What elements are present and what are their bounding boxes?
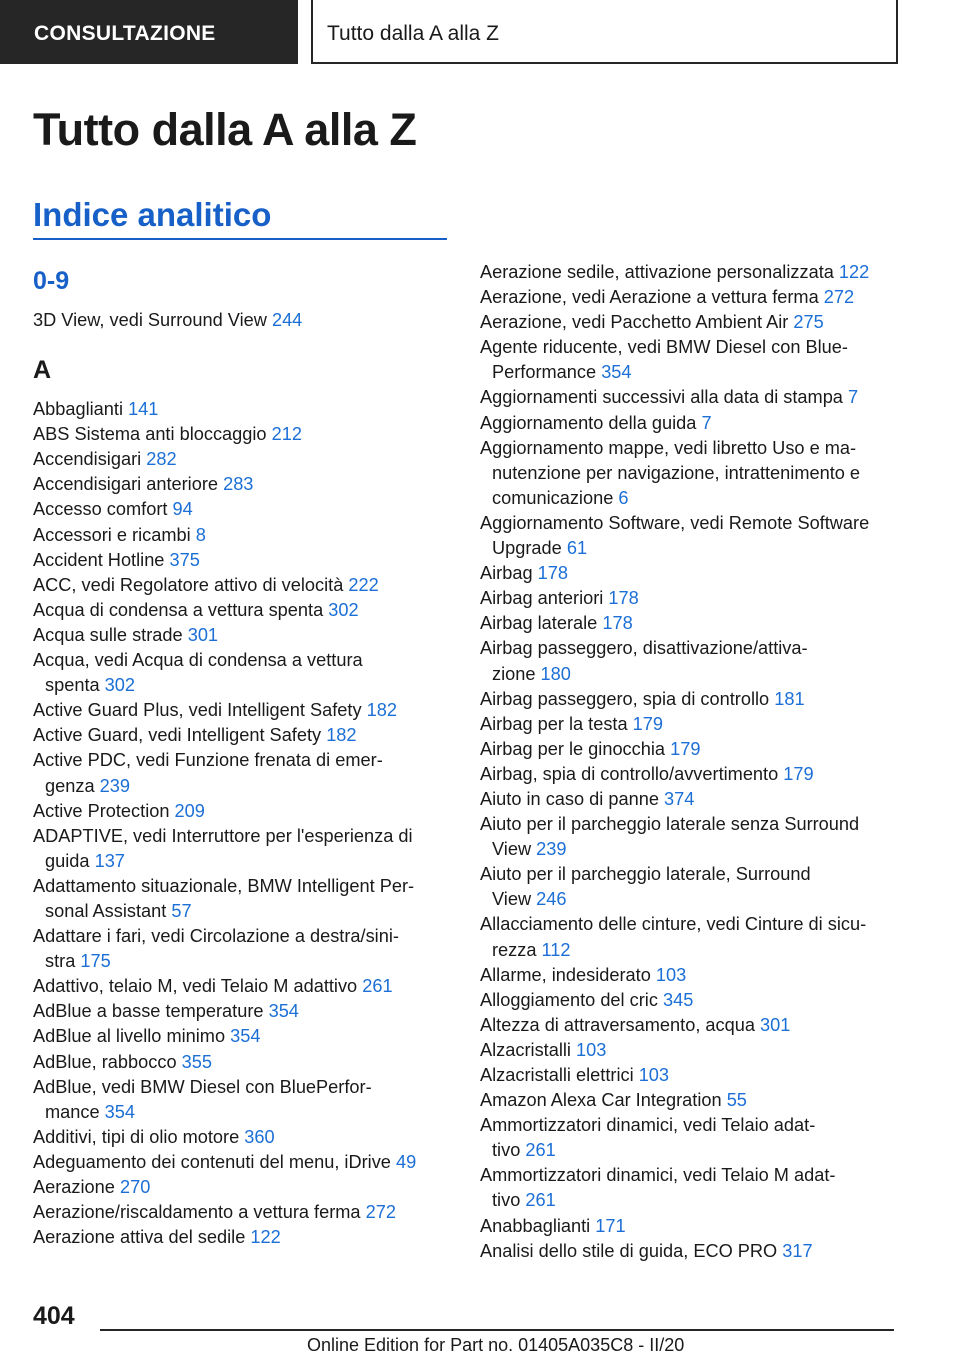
index-entry [33,497,453,522]
page-reference-link[interactable]: 302 [328,599,359,620]
index-entry-label: Analisi dello stile di guida, ECO PRO [480,1240,778,1261]
page-reference-link[interactable]: 180 [540,663,571,684]
header-chapter-label: Tutto dalla A alla Z [327,22,499,45]
index-entry-text [33,1050,453,1075]
index-entry-text [33,1200,453,1225]
page-reference-link[interactable]: 103 [638,1065,670,1085]
index-entry [33,924,453,974]
index-entry-label: Airbag anteriori [480,588,604,609]
page-reference-link[interactable]: 222 [348,574,379,595]
index-entry-text [33,573,453,598]
index-entry-text [33,523,453,548]
page-reference-link[interactable]: 175 [80,951,111,972]
index-entry-continuation [480,536,910,561]
page-reference-link[interactable]: 317 [782,1240,813,1261]
index-entry [33,447,453,472]
index-entry [33,623,453,648]
index-entry [480,1013,910,1038]
index-entry-label: Altezza di attraversamento, acqua [480,1014,755,1035]
index-column-right [480,260,910,1264]
index-entry-label: Agente riducente, vedi BMW Diesel con Blue- [480,337,848,358]
index-entry-label: spenta [45,675,100,696]
index-entry [33,824,453,874]
index-entry-label: rezza [492,939,537,960]
index-entry-text [33,824,453,849]
page-reference-link[interactable]: 272 [365,1202,396,1223]
index-entry [33,698,453,723]
index-entry-text [33,874,453,899]
index-entry-label: Aerazione sedile, attivazione personalizzata [480,262,834,282]
index-entry-label: mance [45,1101,100,1122]
index-entry [480,511,910,561]
index-entry-label: Anabbaglianti [480,1215,591,1236]
index-entry [480,787,910,812]
page-reference-link[interactable]: 261 [525,1190,556,1211]
index-entry-text [480,285,910,310]
index-entry-label: Accident Hotline [33,549,165,570]
page-reference-link[interactable]: 182 [366,700,397,721]
page-reference-link[interactable]: 179 [670,738,701,759]
index-entry-text [480,787,910,812]
index-entry-text [33,447,453,472]
page-reference-link[interactable]: 354 [601,362,632,383]
index-entry-text [480,1063,910,1088]
page-reference-link[interactable]: 103 [655,964,687,985]
index-entry-label: Aggiornamento della guida [480,412,697,433]
index-entry-text [480,1113,910,1138]
page-reference-link[interactable]: 355 [181,1051,212,1072]
index-entry [480,762,910,787]
index-entry-continuation [480,837,910,862]
index-entry-label: AdBlue al livello minimo [33,1026,226,1047]
index-entry [33,1075,453,1125]
index-entry-label: ABS Sistema anti bloccaggio [33,424,267,445]
index-entry-continuation [33,774,453,799]
index-entry [33,648,453,698]
index-entry-label: stra [45,951,76,972]
entries-0-9 [33,308,453,333]
index-entry [33,974,453,999]
page-reference-link[interactable]: 7 [848,387,859,408]
index-entry-label: View [492,839,532,860]
page-reference-link[interactable]: 360 [244,1126,275,1147]
index-entry-text [33,698,453,723]
index-entry-label: ADAPTIVE, vedi Interruttore per l'esperienza di [33,825,413,846]
index-entry-label: Alzacristalli [480,1039,571,1060]
index-entry-text [33,422,453,447]
page-reference-link[interactable]: 354 [230,1026,261,1047]
page-reference-link[interactable]: 182 [326,725,357,746]
page-reference-link[interactable]: 94 [172,499,193,520]
index-entry-continuation [480,360,910,385]
index-entry-text [33,472,453,497]
index-entry-label: tivo [492,1140,521,1161]
index-entry [33,1150,453,1175]
entries-a [33,397,453,1250]
page-reference-link[interactable]: 246 [536,889,567,910]
index-entry-text [480,260,910,285]
index-entry-label: Adattare i fari, vedi Circolazione a destra/sini- [33,926,399,947]
index-entry-text [480,310,910,335]
page-reference-link[interactable]: 209 [174,800,205,821]
index-entry [33,308,453,333]
index-entry-continuation [480,938,910,963]
page-reference-link[interactable]: 103 [576,1039,607,1060]
index-entry [480,712,910,737]
index-entry [33,573,453,598]
index-entry-text [33,723,453,748]
index-entry-label: AdBlue, rabbocco [33,1051,177,1072]
index-entry-continuation [480,1188,910,1213]
index-entry-text [480,411,910,436]
index-entry [33,1024,453,1049]
index-entry-text [480,1038,910,1063]
index-column-left [33,260,453,1250]
page-reference-link[interactable]: 112 [541,939,571,960]
index-entry [480,1239,910,1264]
section-heading-a: A [33,356,52,385]
index-entry-text [480,988,910,1013]
index-entry [480,1214,910,1239]
index-entry-label: Ammortizzatori dinamici, vedi Telaio M adat- [480,1165,836,1186]
index-entry-text [33,1024,453,1049]
page-reference-link[interactable]: 181 [774,688,805,709]
index-entry-label: Airbag per le ginocchia [480,738,666,759]
page-reference-link[interactable]: 212 [271,424,302,445]
index-entry [480,812,910,862]
index-entry-label: Upgrade [492,538,562,559]
index-entry-continuation [33,673,453,698]
index-entry-label: Acqua, vedi Acqua di condensa a vettura [33,650,363,671]
index-entry-label: Airbag [480,563,533,584]
index-entry [480,1163,910,1213]
page-reference-link[interactable]: 141 [128,399,159,420]
index-entry-text [33,623,453,648]
index-entry-label: Airbag passeggero, spia di controllo [480,688,770,709]
page-reference-link[interactable]: 282 [146,449,177,470]
index-entry [480,687,910,712]
index-entry-text [480,712,910,737]
index-entry-text [33,799,453,824]
page-reference-link[interactable]: 8 [195,524,206,545]
index-entry-label: Performance [492,362,597,383]
page-number: 404 [33,1302,75,1330]
index-entry [33,799,453,824]
index-entry-label: zione [492,663,536,684]
index-entry [480,636,910,686]
index-entry-label: Accendisigari anteriore [33,474,219,495]
page-reference-link[interactable]: 270 [119,1177,151,1197]
index-entry-label: Aerazione, vedi Aerazione a vettura ferma [480,287,819,308]
page-reference-link[interactable]: 301 [760,1014,791,1035]
page-reference-link[interactable]: 57 [171,900,192,921]
index-entry [480,285,910,310]
page-reference-link[interactable]: 261 [525,1140,556,1161]
index-entry-continuation [480,662,910,687]
page-reference-link[interactable]: 122 [838,262,870,282]
page-title: Tutto dalla A alla Z [33,104,417,155]
index-entry-text [480,812,910,837]
index-entry-text [480,687,910,712]
index-entry-label: AdBlue, vedi BMW Diesel con BluePerfor- [33,1076,372,1097]
page-reference-link[interactable]: 272 [823,287,855,308]
index-entry-label: Aerazione/riscaldamento a vettura ferma [33,1202,361,1223]
page-reference-link[interactable]: 178 [537,563,568,584]
page-reference-link[interactable]: 61 [566,538,588,559]
index-entry-continuation [33,849,453,874]
index-entry [33,1225,453,1250]
index-entry [480,988,910,1013]
index-entry-text [480,862,910,887]
index-entry-text [33,1075,453,1100]
index-entry [33,422,453,447]
index-entry-label: ACC, vedi Regolatore attivo di velocità [33,574,344,595]
page-reference-link[interactable]: 239 [99,775,130,796]
index-entry-text [33,548,453,573]
index-entry [480,260,910,285]
index-entry-label: Acqua di condensa a vettura spenta [33,599,324,620]
index-entry-continuation [33,1100,453,1125]
index-entry [33,1125,453,1150]
index-entry-label: Adeguamento dei contenuti del menu, iDrive [33,1151,391,1172]
page-reference-link[interactable]: 6 [618,487,629,508]
index-entry-text [480,1239,910,1264]
page-reference-link[interactable]: 178 [602,613,633,634]
page-reference-link[interactable]: 55 [726,1090,747,1111]
page-reference-link[interactable]: 354 [268,1001,299,1022]
index-entry-label: Airbag passeggero, disattivazione/attiva- [480,638,808,659]
page-reference-link[interactable]: 171 [595,1215,626,1236]
index-entry-continuation [480,1138,910,1163]
index-entry [480,862,910,912]
page-reference-link[interactable]: 49 [395,1151,417,1172]
index-entry-text [33,1175,453,1200]
index-entry [33,1175,453,1200]
index-entry-text [480,611,910,636]
page-reference-link[interactable]: 244 [271,310,303,330]
index-entry-continuation [480,887,910,912]
index-entry [480,586,910,611]
index-entry-text [480,385,910,410]
index-entry-text [33,598,453,623]
index-entry-label: Acqua sulle strade [33,624,183,645]
page-reference-link[interactable]: 302 [104,675,136,696]
index-entry-text [33,1225,453,1250]
index-entry [33,1200,453,1225]
index-entry-text [480,737,910,762]
index-entry-text [33,924,453,949]
index-entry [480,436,910,511]
index-entry-label: AdBlue a basse temperature [33,1001,264,1022]
index-entry-continuation [480,461,910,486]
index-entry [33,472,453,497]
index-entry-text [480,1163,910,1188]
index-entry-text [33,748,453,773]
index-entry [480,1088,910,1113]
index-entry-label: Abbaglianti [33,399,123,420]
index-entry-label: Additivi, tipi di olio motore [33,1126,240,1147]
index-entry-text [480,1214,910,1239]
index-entry-label: Accessori e ricambi [33,524,191,545]
index-entry-label: Adattivo, telaio M, vedi Telaio M adattivo [33,976,358,997]
page-reference-link[interactable]: 179 [632,713,664,734]
page-reference-link[interactable]: 275 [793,312,824,333]
page-reference-link[interactable]: 375 [169,549,200,570]
index-entry-label: comunicazione [492,487,614,508]
index-entry-text [480,561,910,586]
index-entry-label: tivo [492,1190,521,1211]
index-entry-text [480,762,910,787]
page-reference-link[interactable]: 301 [187,624,219,645]
index-entry [33,874,453,924]
page-reference-link[interactable]: 179 [783,763,814,784]
index-entry-label: Aggiornamento Software, vedi Remote Software [480,512,870,533]
index-entry-text [33,308,453,333]
index-entry [33,548,453,573]
index-entry [480,963,910,988]
index-entry-text [33,974,453,999]
index-entry-label: sonal Assistant [45,900,167,921]
index-entry-label: Allacciamento delle cinture, vedi Cinture di sicu- [480,914,867,935]
index-entry-text [33,999,453,1024]
subtitle-underline [33,238,447,240]
index-entry-label: Aiuto in caso di panne [480,788,659,809]
page-reference-link[interactable]: 283 [223,474,254,495]
header-section-tab [0,0,298,64]
index-entry-text [33,497,453,522]
page-reference-link[interactable]: 137 [94,850,125,871]
index-entry-label: Aiuto per il parcheggio laterale, Surround [480,864,811,885]
index-entry [33,523,453,548]
header-section-label: CONSULTAZIONE [34,22,216,45]
page-reference-link[interactable]: 261 [362,976,393,997]
index-entry-text [480,963,910,988]
index-entry-label: Adattamento situazionale, BMW Intelligent Per- [33,875,415,896]
index-entry [480,561,910,586]
index-entry [33,999,453,1024]
index-entry [480,1038,910,1063]
page-reference-link[interactable]: 178 [608,588,639,609]
index-entry [480,737,910,762]
index-entry-continuation [480,486,910,511]
index-entry-label: Aiuto per il parcheggio laterale senza Surround [480,814,860,835]
index-entry-label: Accesso comfort [33,499,168,520]
header-chapter-tab [311,0,898,64]
index-entry-label: Accendisigari [33,449,142,470]
index-entry-label: Airbag, spia di controllo/avvertimento [480,763,779,784]
index-entry [480,411,910,436]
index-entry-text [480,1088,910,1113]
index-entry-label: Aerazione [33,1177,115,1197]
index-entry [480,1063,910,1088]
index-entry-continuation [33,949,453,974]
index-entry-text [480,636,910,661]
index-entry-label: Airbag per la testa [480,713,628,734]
index-entry-label: nutenzione per navigazione, intrattenimento e [492,462,861,483]
index-entry [480,310,910,335]
page-reference-link[interactable]: 122 [250,1227,281,1248]
index-entry-text [480,586,910,611]
index-entry-label: Active Guard Plus, vedi Intelligent Safety [33,700,362,721]
index-entry-label: Active Guard, vedi Intelligent Safety [33,725,322,746]
page-reference-link[interactable]: 345 [663,989,694,1010]
index-entry [480,1113,910,1163]
index-entry [480,611,910,636]
footer-edition: Online Edition for Part no. 01405A035C8 - II/20 [307,1335,685,1355]
index-entry-label: View [492,889,532,910]
index-entry-label: Active Protection [33,800,170,821]
index-entry-label: Alzacristalli elettrici [480,1065,634,1085]
index-entry-text [33,648,453,673]
index-entry [33,1050,453,1075]
page-reference-link[interactable]: 239 [536,839,567,860]
index-entry-label: Aggiornamenti successivi alla data di stampa [480,387,843,408]
index-entry [33,748,453,798]
index-entry-label: Aerazione attiva del sedile [33,1227,246,1248]
index-entry-label: Aggiornamento mappe, vedi libretto Uso e ma- [480,437,857,458]
index-entry-text [480,511,910,536]
index-entry-label: Alloggiamento del cric [480,989,658,1010]
index-entry-text [480,1013,910,1038]
index-entry-label: 3D View, vedi Surround View [33,310,267,330]
page-reference-link[interactable]: 354 [104,1101,136,1122]
index-entry [33,723,453,748]
index-entry-label: Allarme, indesiderato [480,964,651,985]
index-entry-text [33,1125,453,1150]
index-entry [480,335,910,385]
index-entry-label: guida [45,850,90,871]
entries-right [480,260,910,1264]
index-entry-label: genza [45,775,95,796]
page-subtitle: Indice analitico [33,196,272,233]
index-entry-text [480,335,910,360]
index-entry [480,912,910,962]
index-entry-label: Active PDC, vedi Funzione frenata di emer- [33,750,383,771]
index-entry-label: Aerazione, vedi Pacchetto Ambient Air [480,312,789,333]
page-reference-link[interactable]: 7 [701,412,712,433]
index-entry [480,385,910,410]
index-entry-continuation [33,899,453,924]
index-entry-text [33,1150,453,1175]
footer-rule [100,1329,894,1331]
index-entry-text [33,397,453,422]
index-entry [33,598,453,623]
index-entry-label: Ammortizzatori dinamici, vedi Telaio adat- [480,1115,816,1136]
section-heading-0-9: 0-9 [33,267,70,295]
page-reference-link[interactable]: 374 [664,788,695,809]
index-entry-text [480,436,910,461]
index-entry [33,397,453,422]
index-entry-label: Amazon Alexa Car Integration [480,1090,722,1111]
index-entry-label: Airbag laterale [480,613,598,634]
index-entry-text [480,912,910,937]
